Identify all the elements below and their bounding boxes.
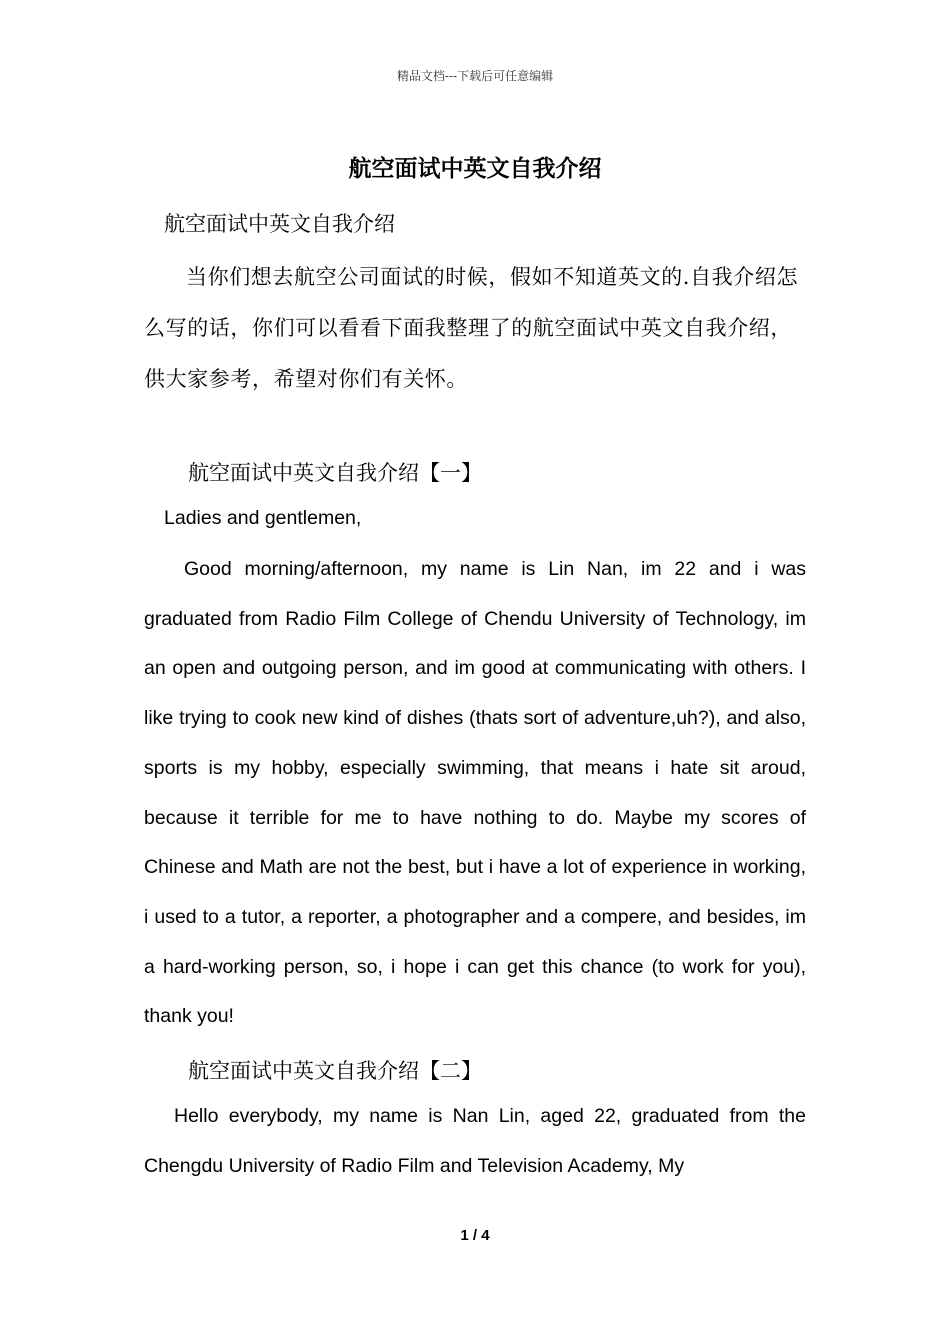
subtitle: 航空面试中英文自我介绍 bbox=[164, 212, 395, 236]
section-body-2: Hello everybody, my name is Nan Lin, aged 22, graduated from the Chengdu University of Radio Film and Television Academy, My bbox=[144, 1105, 806, 1177]
section-heading-2: 航空面试中英文自我介绍【二】 bbox=[188, 1059, 482, 1083]
intro-paragraph: 当你们想去航空公司面试的时候，假如不知道英文的.自我介绍怎么写的话，你们可以看看下面我整理了的航空面试中英文自我介绍，供大家参考，希望对你们有关怀。 bbox=[144, 265, 799, 391]
header-note: 精品文档---下载后可任意编辑 bbox=[396, 69, 554, 83]
greeting-line: Ladies and gentlemen, bbox=[164, 507, 362, 529]
page-number: 1 / 4 bbox=[460, 1227, 490, 1244]
document-title: 航空面试中英文自我介绍 bbox=[348, 155, 602, 182]
section-body-1: Good morning/afternoon, my name is Lin Nan, im 22 and i was graduated from Radio Film College of Chendu University of Technology, im an open and outgoing person, and im good at communicating with others. I like trying to cook new kind of dishes (thats sort of adventure,uh?), and also, sports is my hobby, especially swimming, that means i hate sit aroud, because it terrible for me to have nothing to do. Maybe my scores of Chinese and Math are not the best, but i have a lot of experience in working, i used to a tutor, a reporter, a photographer and a compere, and besides, im a hard-working person, so, i hope i can get this chance (to work for you), thank you! bbox=[144, 558, 806, 1028]
section-heading-1: 航空面试中英文自我介绍【一】 bbox=[188, 461, 482, 485]
